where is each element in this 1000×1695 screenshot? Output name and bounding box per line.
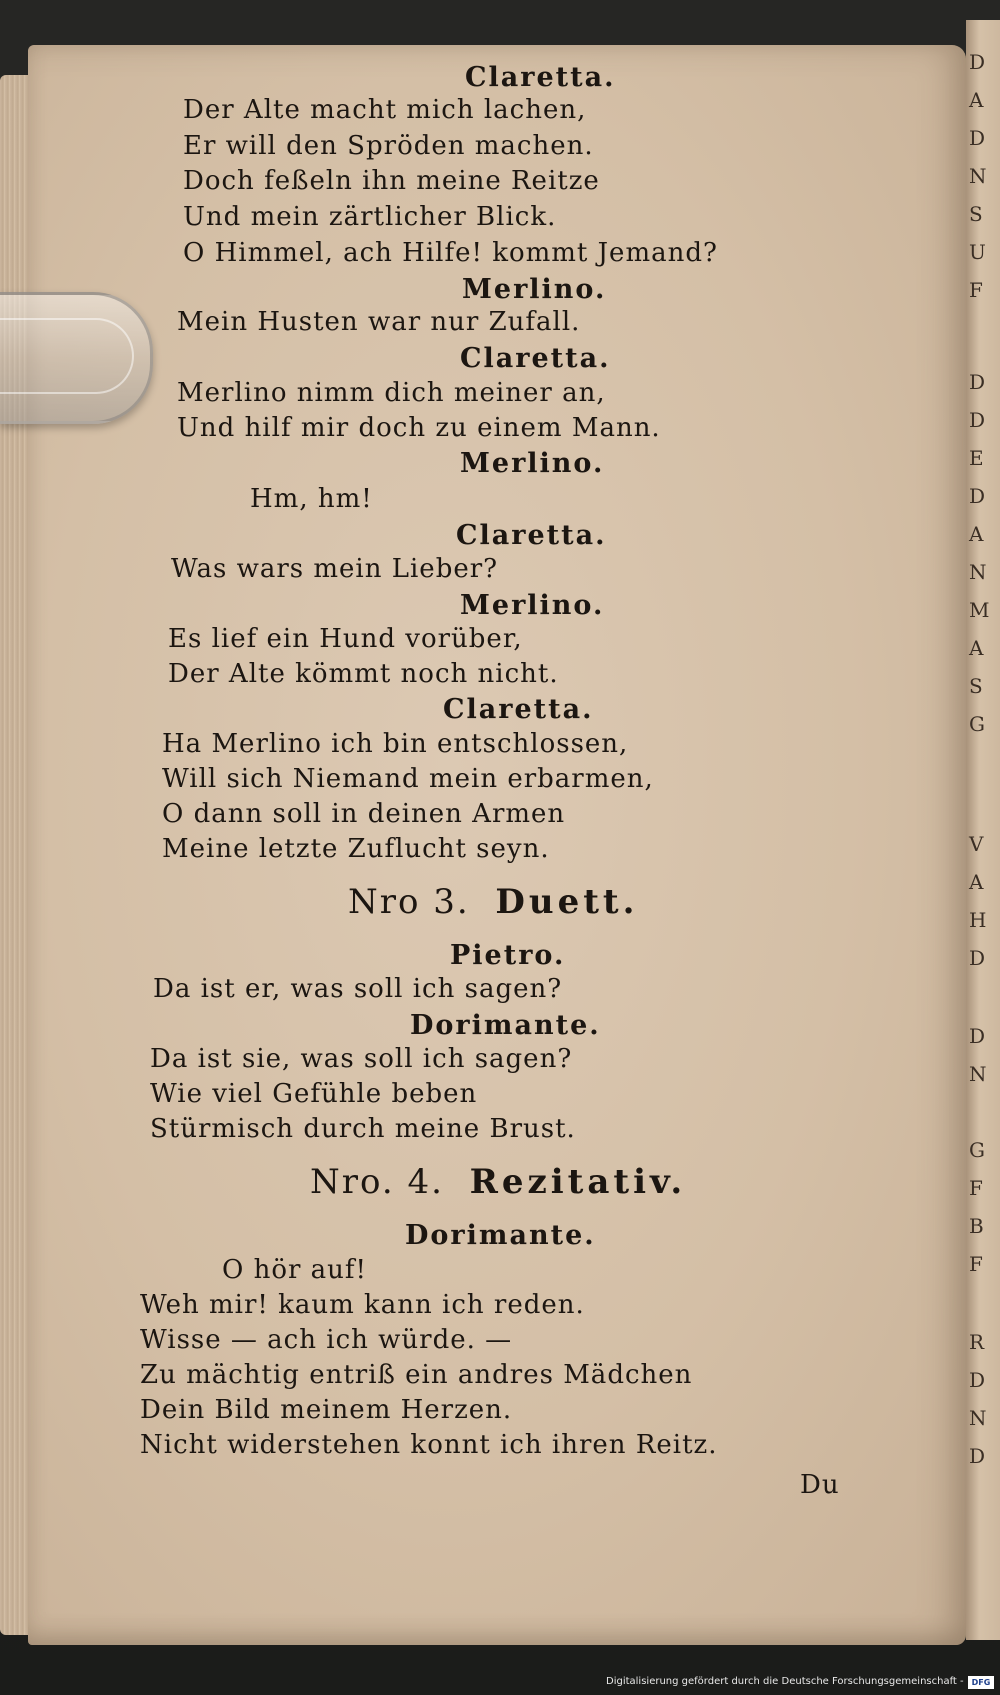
- verse-line: Will sich Niemand mein erbarmen,: [162, 764, 654, 794]
- section-heading: [310, 1162, 686, 1202]
- verse-line: Stürmisch durch meine Brust.: [150, 1114, 576, 1144]
- margin-letter: D: [969, 370, 986, 394]
- margin-letter: D: [969, 484, 986, 508]
- margin-letter: A: [969, 870, 984, 894]
- verse-line: Wisse — ach ich würde. —: [140, 1325, 513, 1355]
- verse-line: Doch feßeln ihn meine Reitze: [183, 166, 600, 196]
- margin-letter: D: [969, 50, 986, 74]
- verse-line: Was wars mein Lieber?: [171, 554, 499, 584]
- margin-letter: M: [969, 598, 990, 622]
- margin-letter: A: [969, 522, 984, 546]
- digitization-credit: Digitalisierung gefördert durch die Deutsche Forschungsgemeinschaft -: [606, 1676, 964, 1687]
- verse-line: Merlino nimm dich meiner an,: [177, 378, 606, 408]
- margin-letter: D: [969, 1444, 986, 1468]
- verse-line: Da ist er, was soll ich sagen?: [153, 974, 563, 1004]
- verse-line: Der Alte kömmt noch nicht.: [168, 659, 559, 689]
- speaker-name: Pietro.: [450, 940, 566, 971]
- verse-line: O dann soll in deinen Armen: [162, 799, 566, 829]
- speaker-name: Claretta.: [465, 62, 616, 93]
- dfg-logo: DFG: [968, 1676, 994, 1689]
- margin-letter: F: [969, 1176, 983, 1200]
- margin-letter: E: [969, 446, 984, 470]
- verse-line: Der Alte macht mich lachen,: [183, 95, 587, 125]
- catchword: Du: [800, 1470, 840, 1500]
- section-number: Nro. 4.: [310, 1162, 444, 1202]
- margin-letter: D: [969, 1024, 986, 1048]
- margin-letter: B: [969, 1214, 984, 1238]
- margin-letter: U: [969, 240, 986, 264]
- verse-line: Da ist sie, was soll ich sagen?: [150, 1044, 573, 1074]
- margin-letter: G: [969, 712, 985, 736]
- margin-letter: N: [969, 560, 987, 584]
- verse-line: Hm, hm!: [250, 484, 373, 514]
- verse-line: Ha Merlino ich bin entschlossen,: [162, 729, 629, 759]
- margin-letter: N: [969, 1062, 987, 1086]
- section-number: Nro 3.: [348, 882, 470, 922]
- speaker-name: Claretta.: [460, 343, 611, 374]
- section-title: Rezitativ.: [469, 1162, 687, 1202]
- verse-line: Mein Husten war nur Zufall.: [177, 307, 581, 337]
- speaker-name: Dorimante.: [410, 1010, 601, 1041]
- verse-line: O hör auf!: [222, 1255, 367, 1285]
- verse-line: Dein Bild meinem Herzen.: [140, 1395, 513, 1425]
- verse-line: Und hilf mir doch zu einem Mann.: [177, 413, 661, 443]
- speaker-name: Merlino.: [460, 590, 605, 621]
- speaker-name: Claretta.: [443, 694, 594, 725]
- verse-line: O Himmel, ach Hilfe! kommt Jemand?: [183, 238, 718, 268]
- verse-line: Nicht widerstehen konnt ich ihren Reitz.: [140, 1430, 718, 1460]
- verse-line: Und mein zärtlicher Blick.: [183, 202, 557, 232]
- margin-letter: D: [969, 1368, 986, 1392]
- verse-line: Es lief ein Hund vorüber,: [168, 624, 523, 654]
- margin-letter: D: [969, 126, 986, 150]
- margin-letter: F: [969, 278, 983, 302]
- verse-line: Zu mächtig entriß ein andres Mädchen: [140, 1360, 693, 1390]
- margin-letter: S: [969, 202, 983, 226]
- margin-letter: D: [969, 408, 986, 432]
- section-heading: [348, 882, 638, 922]
- verse-line: Er will den Spröden machen.: [183, 131, 594, 161]
- margin-letter: A: [969, 88, 984, 112]
- verse-line: Wie viel Gefühle beben: [150, 1079, 478, 1109]
- margin-letter: V: [969, 832, 984, 856]
- verse-line: Meine letzte Zuflucht seyn.: [162, 834, 550, 864]
- speaker-name: Dorimante.: [405, 1220, 596, 1251]
- margin-letter: A: [969, 636, 984, 660]
- section-title: Duett.: [495, 882, 639, 922]
- margin-letter: N: [969, 164, 987, 188]
- margin-letter: S: [969, 674, 983, 698]
- speaker-name: Claretta.: [456, 520, 607, 551]
- margin-letter: H: [969, 908, 987, 932]
- margin-letter: N: [969, 1406, 987, 1430]
- speaker-name: Merlino.: [462, 274, 607, 305]
- margin-letter: G: [969, 1138, 985, 1162]
- margin-letter: F: [969, 1252, 983, 1276]
- speaker-name: Merlino.: [460, 448, 605, 479]
- margin-letter: R: [969, 1330, 985, 1354]
- margin-letter: D: [969, 946, 986, 970]
- verse-line: Weh mir! kaum kann ich reden.: [140, 1290, 585, 1320]
